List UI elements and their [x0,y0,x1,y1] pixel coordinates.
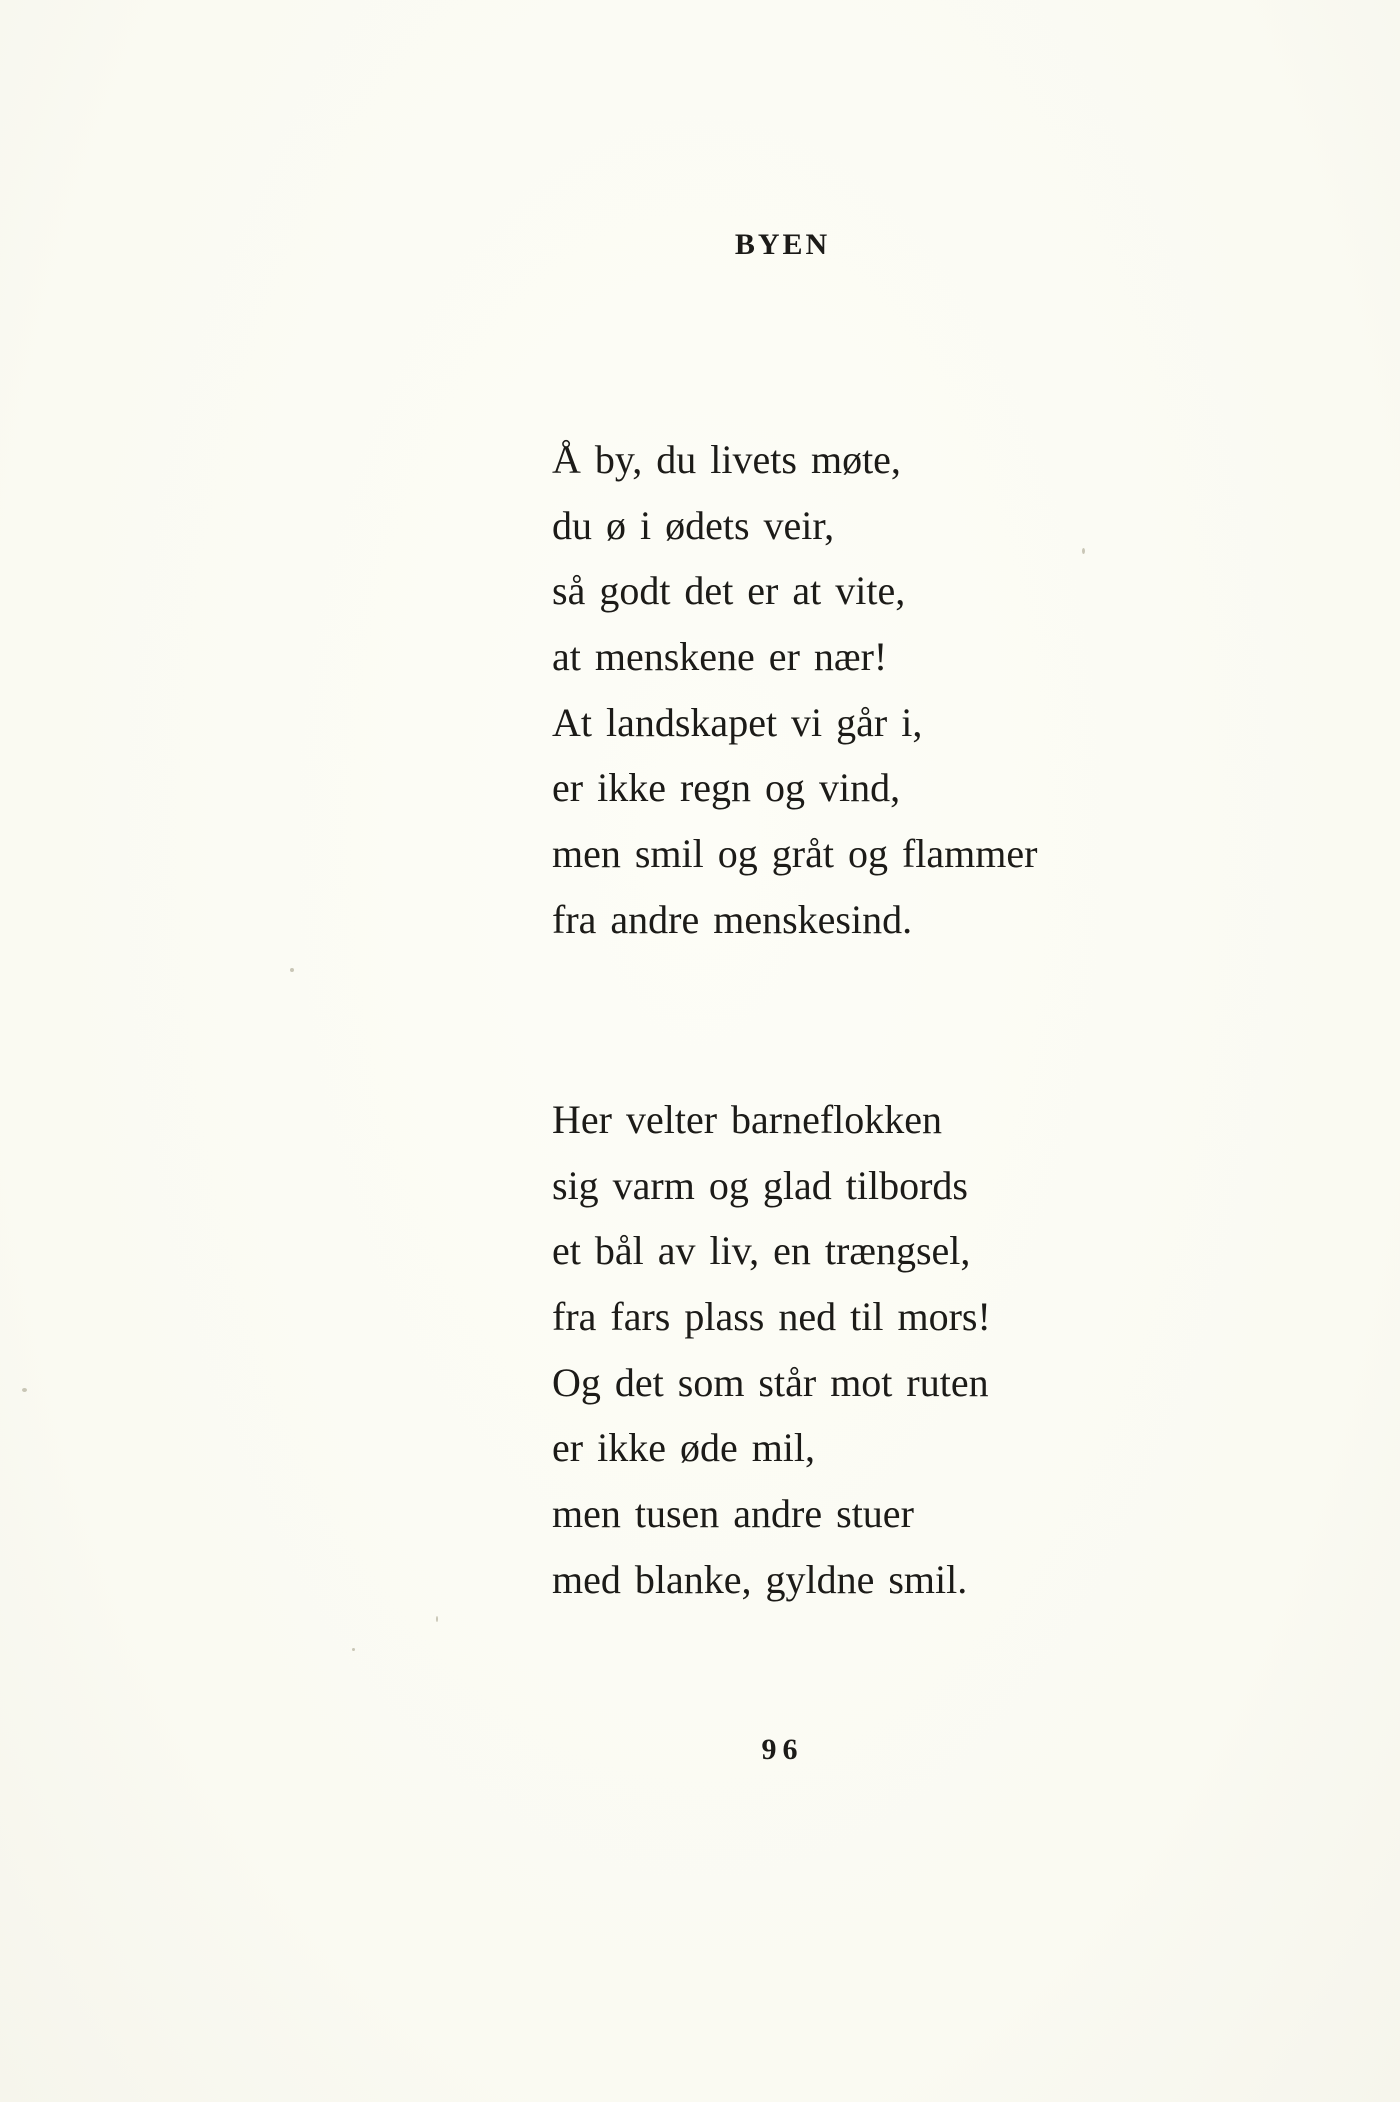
poem-line: er ikke regn og vind, [552,765,901,811]
stanza-2 [552,1087,991,1613]
poem-line: Og det som står mot ruten [552,1359,989,1405]
poem-line: At landskapet vi går i, [552,699,923,745]
poem-title: BYEN [734,228,831,261]
poem-line: fra andre menskesind. [552,896,913,942]
poem-line: Å by, du livets møte, [552,437,901,482]
poem-line: et bål av liv, en trængsel, [552,1228,971,1274]
paper-speck [1082,548,1085,554]
stanza-1 [552,427,1037,953]
paper-speck [436,1616,438,1622]
poem-line: er ikke øde mil, [552,1425,816,1471]
paper-speck [352,1648,355,1651]
poem-line: men smil og gråt og flammer [552,831,1038,877]
poem-line: fra fars plass ned til mors! [552,1294,991,1340]
paper-speck [290,968,294,972]
poem-line: du ø i ødets veir, [552,502,835,548]
poem-line: at menskene er nær! [552,634,888,680]
page-number: 96 [761,1733,804,1766]
poem-line: med blanke, gyldne smil. [552,1556,968,1602]
poem-line: men tusen andre stuer [552,1491,914,1537]
paper-speck [22,1388,27,1392]
poem-line: sig varm og glad tilbords [552,1162,968,1208]
poem-line: Her velter barneflokken [552,1097,943,1142]
poem-line: så godt det er at vite, [552,568,906,614]
